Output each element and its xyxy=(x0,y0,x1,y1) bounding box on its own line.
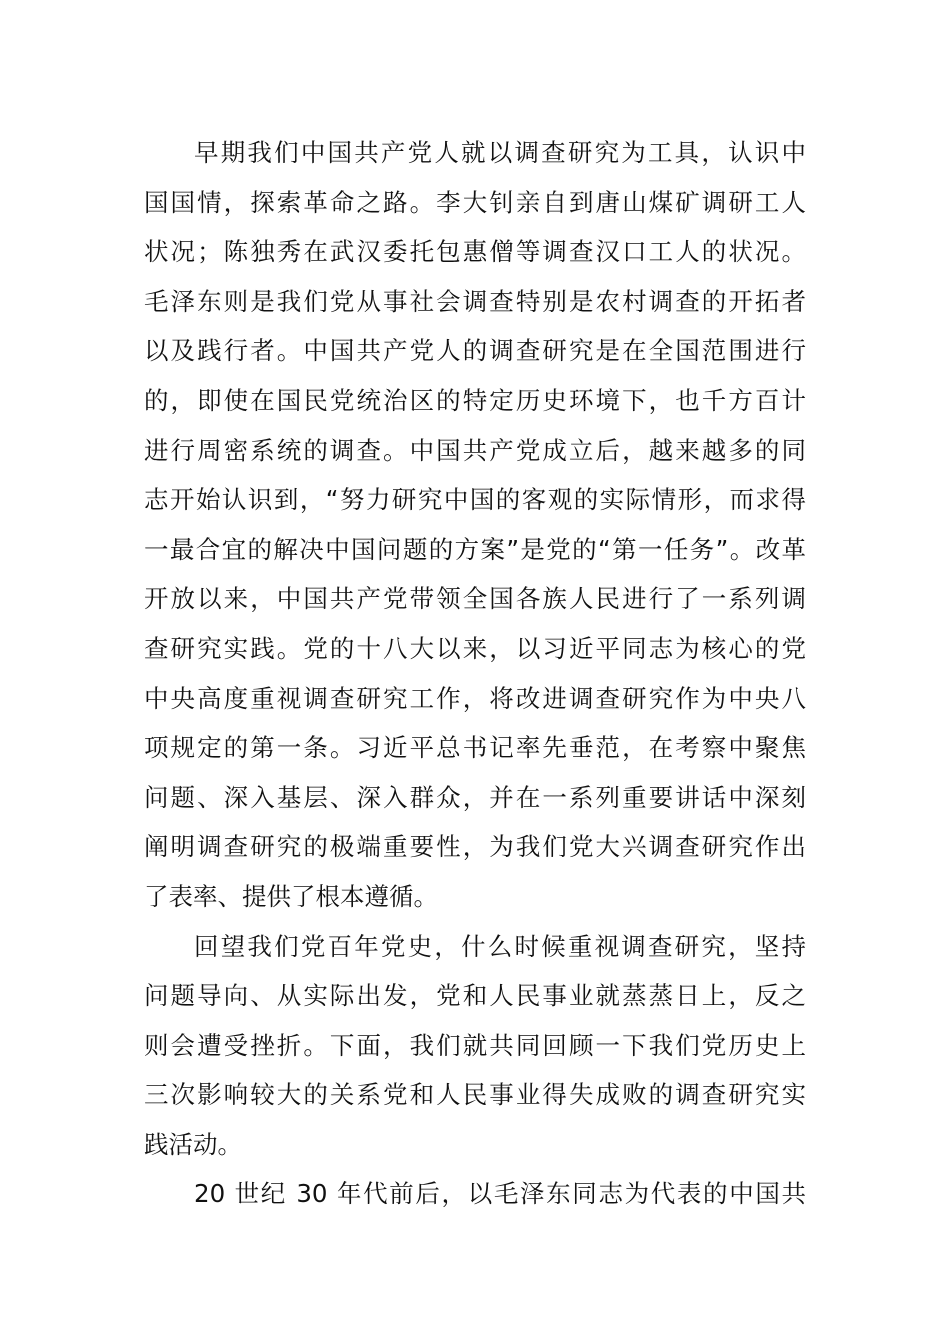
text-line: 以及践行者。中国共产党人的调查研究是在全国范围进行 xyxy=(144,336,806,366)
text-line: 进行周密系统的调查。中国共产党成立后，越来越多的同 xyxy=(144,435,806,465)
text-line: 的，即使在国民党统治区的特定历史环境下，也千方百计 xyxy=(144,385,806,415)
text-line: 则会遭受挫折。下面，我们就共同回顾一下我们党历史上 xyxy=(144,1030,806,1060)
text-line: 了表率、提供了根本遵循。 xyxy=(144,881,438,911)
text-line: 国国情，探索革命之路。李大钊亲自到唐山煤矿调研工人 xyxy=(144,187,806,217)
text-line: 早期我们中国共产党人就以调查研究为工具，认识中 xyxy=(194,138,806,167)
text-line: 查研究实践。党的十八大以来，以习近平同志为核心的党 xyxy=(144,633,806,663)
text-line: 问题、深入基层、深入群众，并在一系列重要讲话中深刻 xyxy=(144,782,806,812)
paragraph-1 xyxy=(144,128,806,922)
text-line: 志开始认识到，“努力研究中国的客观的实际情形，而求得 xyxy=(144,485,806,515)
text-line: 开放以来，中国共产党带领全国各族人民进行了一系列调 xyxy=(144,584,806,614)
paragraph-2 xyxy=(144,922,806,1170)
document-body xyxy=(144,128,806,1219)
paragraph-3 xyxy=(144,1169,806,1219)
text-line: 中央高度重视调查研究工作，将改进调查研究作为中央八 xyxy=(144,683,806,713)
text-line: 一最合宜的解决中国问题的方案”是党的“第一任务”。改革 xyxy=(144,534,806,564)
text-line: 20 世纪 30 年代前后，以毛泽东同志为代表的中国共 xyxy=(194,1179,806,1209)
text-line: 回望我们党百年党史，什么时候重视调查研究，坚持 xyxy=(194,931,806,961)
text-line: 毛泽东则是我们党从事社会调查特别是农村调查的开拓者 xyxy=(144,286,806,316)
text-line: 问题导向、从实际出发，党和人民事业就蒸蒸日上，反之 xyxy=(144,981,806,1011)
text-line: 阐明调查研究的极端重要性，为我们党大兴调查研究作出 xyxy=(144,832,806,862)
text-line: 项规定的第一条。习近平总书记率先垂范，在考察中聚焦 xyxy=(144,733,806,763)
text-line: 三次影响较大的关系党和人民事业得失成败的调查研究实 xyxy=(144,1080,806,1110)
text-line: 状况；陈独秀在武汉委托包惠僧等调查汉口工人的状况。 xyxy=(144,237,806,267)
text-line: 践活动。 xyxy=(144,1129,242,1159)
